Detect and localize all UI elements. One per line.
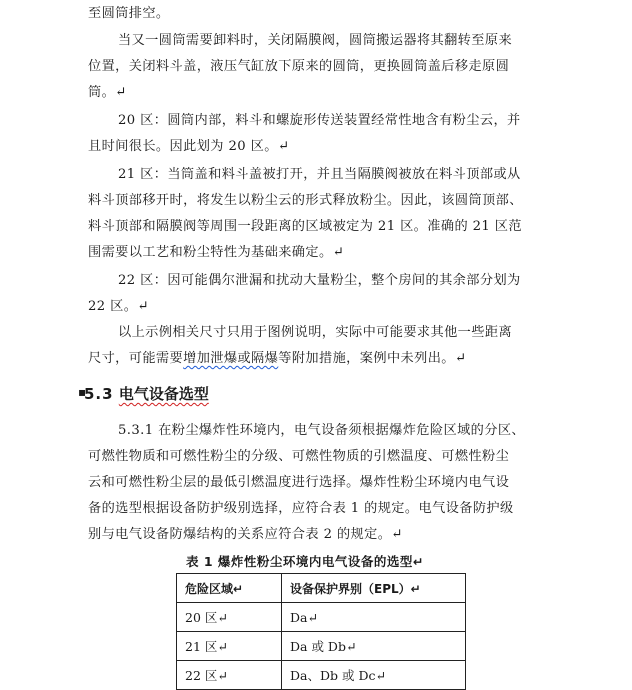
text-segment: 等附加措施，案例中未列出。↵ xyxy=(278,351,467,366)
text-line: 且时间很长。因此划为 20 区。↵ xyxy=(88,139,290,154)
text-line: 位置，关闭料斗盖，液压气缸放下原来的圆筒，更换圆筒盖后移走原圆 xyxy=(88,59,510,74)
table-header-cell: 危险区域↵ xyxy=(177,574,282,603)
text-line: 22 区：因可能偶尔泄漏和扰动大量粉尘，整个房间的其余部分划为 xyxy=(118,273,521,288)
text-line: 21 区：当筒盖和料斗盖被打开，并且当隔膜阀被放在料斗顶部或从 xyxy=(118,167,521,182)
table-cell: 20 区↵ xyxy=(177,603,282,632)
table-cell: Da↵ xyxy=(282,603,466,632)
text-line: 料斗顶部移开时，将发生以粉尘云的形式释放粉尘。因此，该圆筒顶部、 xyxy=(88,193,523,208)
table-caption: 表 1 爆炸性粉尘环境内电气设备的选型↵ xyxy=(186,554,424,569)
text-line: 筒。↵ xyxy=(88,85,127,100)
text-line: 20 区：圆筒内部，料斗和螺旋形传送装置经常性地含有粉尘云，并 xyxy=(118,113,521,128)
text-line: 备的选型根据设备防护级别选择，应符合表 1 的规定。电气设备防护级 xyxy=(88,501,514,516)
text-line: 围需要以工艺和粉尘特性为基础来确定。↵ xyxy=(88,245,345,260)
paragraph-mark-icon: ▪ xyxy=(78,385,87,399)
text-line xyxy=(88,348,558,370)
text-line: 以上示例相关尺寸只用于图例说明，实际中可能要求其他一些距离 xyxy=(118,325,513,340)
spellcheck-underlined-text: 增加泄爆或隔爆 xyxy=(183,351,279,366)
table-cell: 21 区↵ xyxy=(177,632,282,661)
text-line: 别与电气设备防爆结构的关系应符合表 2 的规定。↵ xyxy=(88,527,403,542)
section-heading xyxy=(78,382,209,406)
text-segment: 尺寸，可能需要 xyxy=(88,351,184,366)
text-line: 5.3.1 在粉尘爆炸性环境内，电气设备须根据爆炸危险区域的分区、 xyxy=(118,423,526,438)
text-line: 当又一圆筒需要卸料时，关闭隔膜阀，圆筒搬运器将其翻转至原来 xyxy=(118,33,513,48)
text-line: 云和可燃性粉尘层的最低引燃温度进行选择。爆炸性粉尘环境内电气设 xyxy=(88,475,510,490)
table-cell: Da 或 Db↵ xyxy=(282,632,466,661)
table-header-row xyxy=(177,574,466,603)
text-line: 料斗顶部和隔膜阀等周围一段距离的区域被定为 21 区。准确的 21 区范 xyxy=(88,219,522,234)
table-cell: 22 区↵ xyxy=(177,661,282,690)
equipment-selection-table xyxy=(176,573,466,690)
text-line: 可燃性物质和可燃性粉尘的分级、可燃性物质的引燃温度、可燃性粉尘 xyxy=(88,449,510,464)
section-title: 电气设备选型 xyxy=(118,385,209,403)
text-line: 至圆筒排空。 xyxy=(88,6,170,21)
table-cell: Da、Db 或 Dc↵ xyxy=(282,661,466,690)
table-row xyxy=(177,603,466,632)
table-header-cell: 设备保护界别（EPL）↵ xyxy=(282,574,466,603)
section-number: 5.3 xyxy=(84,385,114,403)
table-row xyxy=(177,632,466,661)
table-row xyxy=(177,661,466,690)
text-line: 22 区。↵ xyxy=(88,299,149,314)
